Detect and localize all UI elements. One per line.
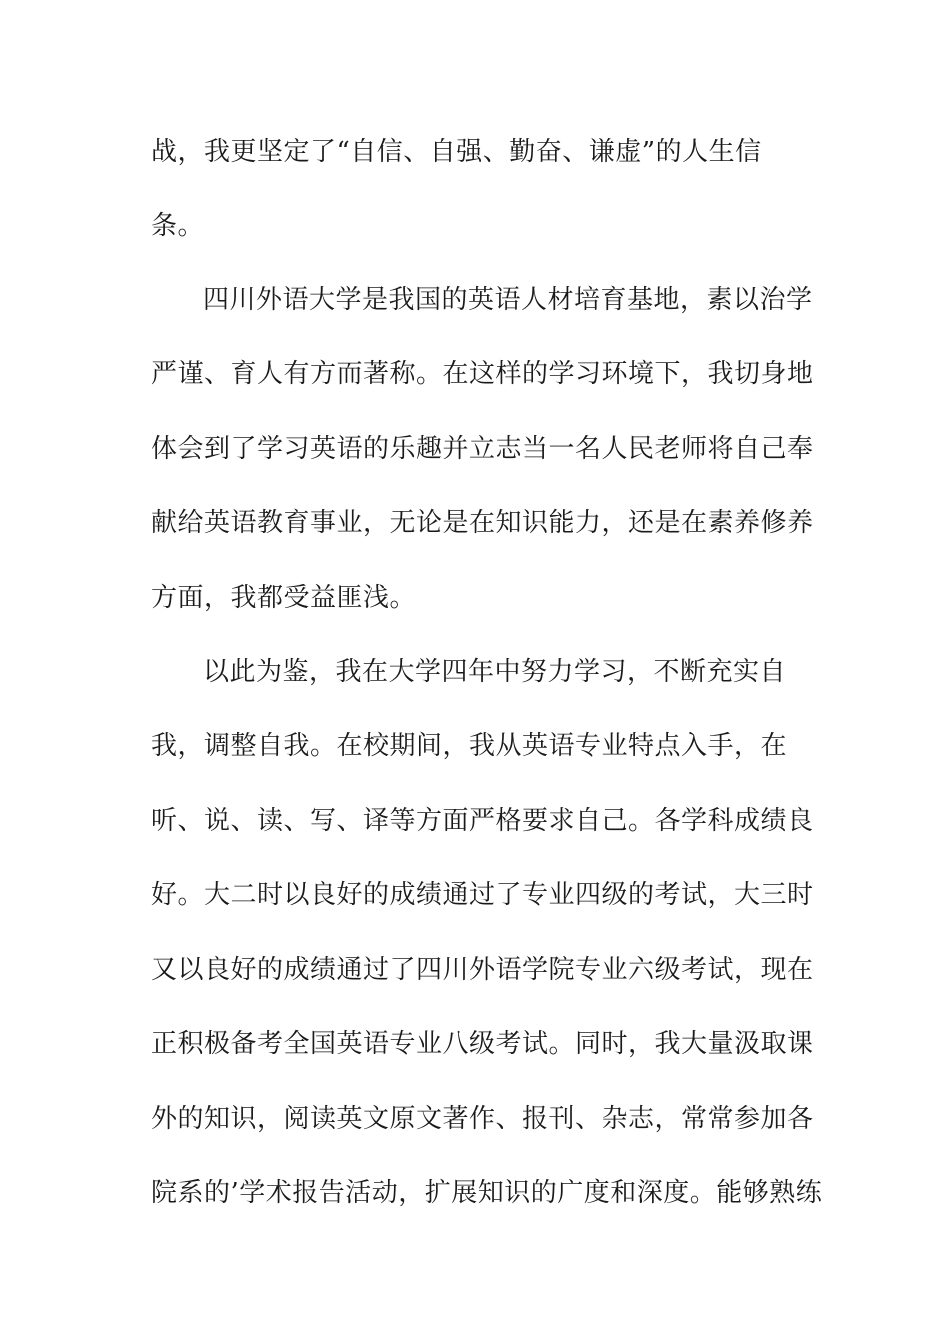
text-line: 我，调整自我。在校期间，我从英语专业特点入手，在 [151, 731, 788, 761]
text-line: 又以良好的成绩通过了四川外语学院专业六级考试，现在 [151, 955, 814, 985]
text-line: 方面，我都受益匪浅。 [151, 583, 417, 613]
text-line: 听、说、读、写、译等方面严格要求自己。各学科成绩良 [151, 806, 814, 836]
paragraph-start-line: 以此为鉴，我在大学四年中努力学习，不断充实自 [203, 657, 787, 687]
text-line: 严谨、育人有方而著称。在这样的学习环境下，我切身地 [151, 359, 814, 389]
text-line: 条。 [151, 211, 205, 241]
text-line: 体会到了学习英语的乐趣并立志当一名人民老师将自己奉 [151, 434, 814, 464]
text-line: 院系的’学术报告活动，扩展知识的广度和深度。能够熟练 [151, 1178, 823, 1208]
text-line: 外的知识，阅读英文原文著作、报刊、杂志，常常参加各 [151, 1104, 814, 1134]
text-line: 战，我更坚定了“自信、自强、勤奋、谦虚”的人生信 [151, 137, 762, 167]
paragraph-start-line: 四川外语大学是我国的英语人材培育基地，素以治学 [203, 285, 813, 315]
text-line: 好。大二时以良好的成绩通过了专业四级的考试，大三时 [151, 880, 814, 910]
text-line: 正积极备考全国英语专业八级考试。同时，我大量汲取课 [151, 1029, 814, 1059]
text-line: 献给英语教育事业，无论是在知识能力，还是在素养修养 [151, 508, 814, 538]
